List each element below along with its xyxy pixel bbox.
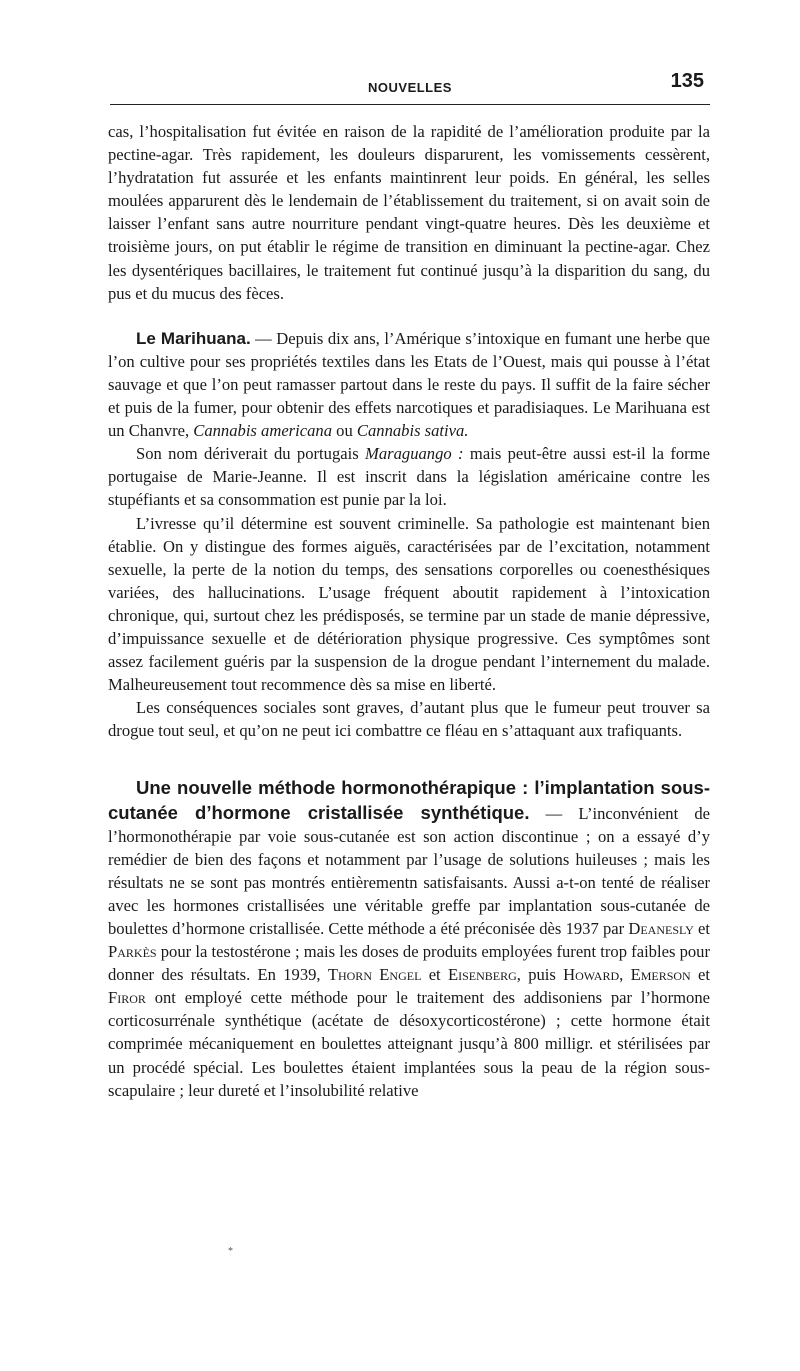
conjunction: et xyxy=(421,965,448,985)
species-cannabis-americana: Cannabis americana xyxy=(193,421,333,441)
author-thorn-engel: Thorn Engel xyxy=(327,965,422,985)
hormone-text-1: — L’inconvénient de l’hormonothérapie par voie sous-cutanée est son action discontinue ; on a essayé d’y remédier de bien des façons et notamment par l’usage de solutions huileuses ; mais les résultats ne se sont pas montrés entièrementn satisfaisants. Aussi a-t-on tenté de réaliser avec les hormones cristallisées une véritable greffe par implantation sous-cutanée de boulettes d’hormone cristallisée. Cette méthode a été préconisée dès 1937 par xyxy=(108,803,711,938)
marihuana-intro-text: — Depuis dix ans, l’Amérique s’intoxique en fumant une herbe que l’on cultive pour ses propriétés textiles dans les Etats de l’Ouest, mais qui pousse à l’état sauvage et que l’on peut ramasser partout dans le reste du pays. Il suffit de la faire sécher et puis de la fumer, pour obtenir des effets narcotiques et paradisiaques. Le Marihuana est un Chanvre, xyxy=(108,328,710,441)
conjunction: et xyxy=(690,965,710,985)
etymology-start: Son nom dériverait du portugais xyxy=(136,444,366,464)
footer-mark: * xyxy=(228,1246,233,1257)
etymology-rest: mais peut-être aussi est-il la forme portugaise de Marie-Jeanne. Il est inscrit dans la législation américaine contre les stupéfiants et sa consommation est punie par la loi. xyxy=(108,444,710,510)
hormone-text-2: pour la testostérone ; mais les doses de produits employées furent trop faibles pour donner des résultats. En 1939, xyxy=(108,942,710,985)
author-firor: Firor xyxy=(108,988,146,1008)
marihuana-paragraph-1 xyxy=(108,327,710,442)
page-number: 135 xyxy=(670,70,704,92)
author-deanesly: Deanesly xyxy=(628,919,694,938)
marihuana-paragraph-3: L’ivresse qu’il détermine est souvent criminelle. Sa pathologie est maintenant bien établie. On y distingue des formes aiguës, caractérisées par de l’excitation, notamment sexuelle, la perte de la notion du temps, des sensations corporelles ou coenesthésiques variées, des hallucinations. L’usage fréquent aboutit rapidement à l’intoxication chronique, qui, surtout chez les prédisposés, se termine par un stade de manie dépressive, d’impuissance sexuelle et de détérioration physique progressive. Ces symptômes sont assez facilement guéris par la suspension de la drogue pendant l’internement du malade. Malheureusement tout recommence dès sa mise en liberté. xyxy=(108,513,710,695)
author-parkes: Parkès xyxy=(108,942,157,962)
running-title: NOUVELLES xyxy=(368,80,452,95)
separator: , xyxy=(619,965,631,985)
body-text xyxy=(108,120,710,1102)
author-howard: Howard xyxy=(563,965,620,985)
continuation-paragraph: cas, l’hospitalisation fut évitée en raison de la rapidité de l’amélioration produite par la pectine-agar. Très rapidement, les douleurs disparurent, les vomissements cessèrent, l’hydratation fut assurée et les enfants maintinrent leur poids. En général, les selles moulées apparurent dès le lendemain de l’établissement du traitement, si on avait soin de laisser l’enfant sans autre nourriture pendant vingt-quatre heures. Dès les deuxième et troisième jours, on put établir le régime de transition en diminuant la pectine-agar. Chez les dysentériques bacillaires, le traitement fut continué jusqu’à la disparition du sang, du pus et du mucus des fèces. xyxy=(108,122,710,303)
author-eisenberg: Eisenberg xyxy=(447,965,517,985)
hormone-text-3: ont employé cette méthode pour le traitement des addisoniens par l’hormone corticosurrénale synthétique (acétate de désoxycorticostérone) ; cette hormone était comprimée mécaniquement en boulettes atteignant jusqu’à 800 milligr. et stérilisées par un procédé spécial. Les boulettes étaient implantées sous la peau de la région sous-scapulaire ; leur dureté et l’insolubilité relative xyxy=(108,988,710,1100)
species-cannabis-sativa: Cannabis sativa. xyxy=(356,421,469,441)
header-rule xyxy=(110,104,710,105)
hormone-paragraph xyxy=(108,776,710,1101)
separator: , puis xyxy=(516,965,564,985)
conjunction: et xyxy=(693,919,710,938)
marihuana-heading: Le Marihuana. xyxy=(136,328,251,348)
word-maraguango: Maraguango : xyxy=(365,444,464,464)
author-emerson: Emerson xyxy=(630,965,691,985)
species-conjunction: ou xyxy=(332,421,357,441)
marihuana-paragraph-2 xyxy=(108,442,710,511)
marihuana-paragraph-4: Les conséquences sociales sont graves, d’autant plus que le fumeur peut trouver sa drogue tout seul, et qu’on ne peut ici combattre ce fléau en s’attaquant aux trafiquants. xyxy=(108,698,710,741)
hormone-heading: Une nouvelle méthode hormonothérapique : l’implantation sous-cutanée d’hormone cristallisée synthétique. xyxy=(108,777,710,823)
